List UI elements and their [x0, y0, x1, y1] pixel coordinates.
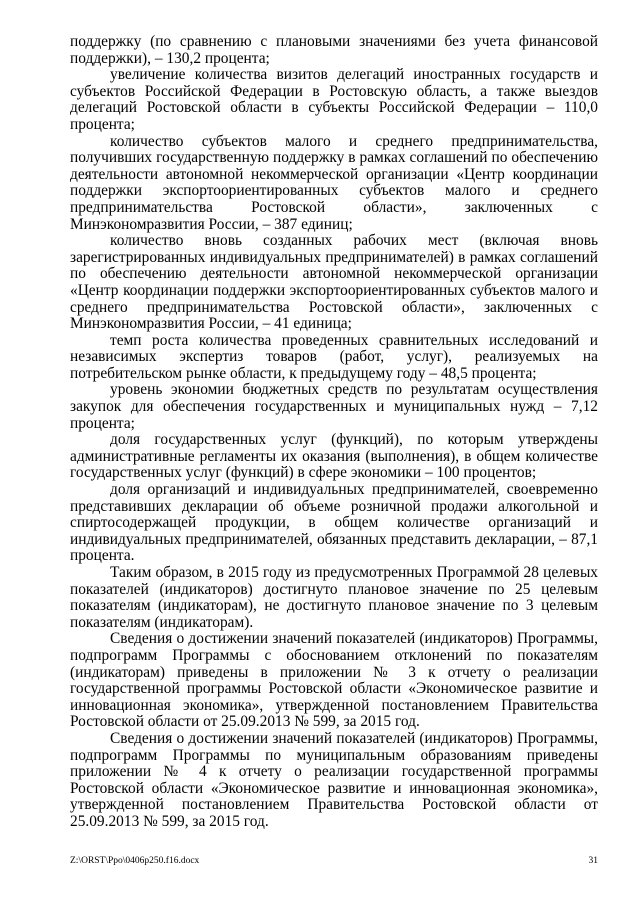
page-number: 31	[588, 856, 598, 866]
paragraph: Сведения о достижении значений показателей (индикаторов) Программы, подпрограмм Программы с обоснованием отклонений по показателям (индикаторам) приведены в приложении № 3 к отчету о реализации государственной программы Ростовской области «Экономическое развитие и инновационная экономика», утвержденной постановлением Правительства Ростовской области от 25.09.2013 № 599, за 2015 год.	[70, 630, 598, 731]
paragraph: уровень экономии бюджетных средств по результатам осуществления закупок для обеспечения государственных и муниципальных нужд – 7,12 процента;	[70, 381, 598, 432]
paragraph: количество субъектов малого и среднего предпринимательства, получивших государственную поддержку в рамках соглашений по обеспечению деятельности автономной некоммерческой организации «Центр координации поддержки экспортоориентированных субъектов малого и среднего предпринимательства Ростовской области», заключенных с Минэкономразвития России, – 387 единиц;	[70, 132, 598, 233]
document-body	[70, 34, 598, 831]
paragraph: доля организаций и индивидуальных предпринимателей, своевременно представивших декларации об объеме розничной продажи алкогольной и спиртосодержащей продукции, в общем количестве организаций и индивидуальных предпринимателей, обязанных представить декларации, – 87,1 процента.	[70, 481, 598, 565]
page-footer	[70, 856, 598, 866]
paragraph: Таким образом, в 2015 году из предусмотренных Программой 28 целевых показателей (индикаторов) достигнуто плановое значение по 25 целевым показателям (индикаторам), не достигнуто плановое значение по 3 целевым показателям (индикаторам).	[70, 564, 598, 631]
paragraph: количество вновь созданных рабочих мест (включая вновь зарегистрированных индивидуальных предпринимателей) в рамках соглашений по обеспечению деятельности автономной некоммерческой организации «Центр координации поддержки экспортоориентированных субъектов малого и среднего предпринимательства Ростовской области», заключенных с Минэкономразвития России, – 41 единица;	[70, 232, 598, 333]
footer-file-path: Z:\ORST\Ppo\0406p250.f16.docx	[70, 856, 200, 866]
paragraph: доля государственных услуг (функций), по которым утверждены административные регламенты их оказания (выполнения), в общем количестве государственных услуг (функций) в сфере экономики – 100 процентов;	[70, 431, 598, 482]
paragraph: Сведения о достижении значений показателей (индикаторов) Программы, подпрограмм Программы по муниципальным образованиям приведены приложении № 4 к отчету о реализации государственной программы Ростовской области «Экономическое развитие и инновационная экономика», утвержденной постановлением Правительства Ростовской области от 25.09.2013 № 599, за 2015 год.	[70, 729, 598, 830]
paragraph: темп роста количества проведенных сравнительных исследований и независимых экспертиз товаров (работ, услуг), реализуемых на потребительском рынке области, к предыдущему году – 48,5 процента;	[70, 331, 598, 382]
paragraph: поддержку (по сравнению с плановыми значениями без учета финансовой поддержки), – 130,2 процента;	[70, 33, 598, 67]
paragraph: увеличение количества визитов делегаций иностранных государств и субъектов Российской Федерации в Ростовскую область, а также выездов делегаций Ростовской области в субъекты Российской Федерации – 110,0 процента;	[70, 66, 598, 133]
